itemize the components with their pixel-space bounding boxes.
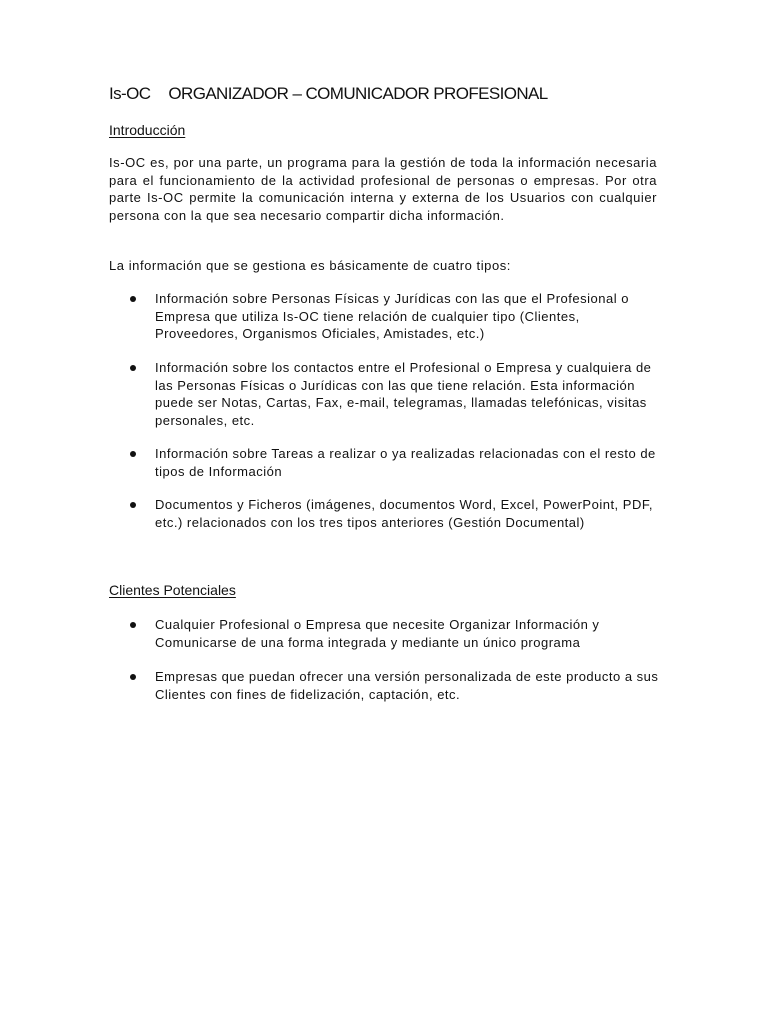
list-item-text: Información sobre los contactos entre el Profesional o Empresa y cualquiera de las Personas Físicas o Jurídicas con las que tiene relación. Esta información puede ser Notas, Cartas, Fax, e-mail, telegramas, llamadas telefónicas, visitas personales, etc. — [155, 360, 652, 428]
bullet-icon — [130, 296, 136, 302]
bullet-icon — [130, 674, 136, 680]
info-types-lead: La información que se gestiona es básicamente de cuatro tipos: — [109, 258, 511, 273]
clients-heading: Clientes Potenciales — [109, 582, 236, 598]
list-item — [155, 496, 660, 531]
list-item — [155, 445, 660, 480]
list-item — [155, 668, 660, 703]
bullet-icon — [130, 365, 136, 371]
title-code: Is-OC — [109, 84, 151, 103]
bullet-icon — [130, 502, 136, 508]
list-item — [155, 359, 660, 429]
list-item-text: Documentos y Ficheros (imágenes, documentos Word, Excel, PowerPoint, PDF, etc.) relacionados con los tres tipos anteriores (Gestión Documental) — [155, 497, 653, 530]
intro-paragraph: Is-OC es, por una parte, un programa para la gestión de toda la información necesaria para el funcionamiento de la actividad profesional de personas o empresas. Por otra parte Is-OC permite la comunicación interna y externa de los Usuarios con cualquier persona con la que sea necesario compartir dicha información. — [109, 155, 657, 223]
title-text: ORGANIZADOR – COMUNICADOR PROFESIONAL — [168, 84, 548, 103]
bullet-icon — [130, 451, 136, 457]
list-item-text: Información sobre Tareas a realizar o ya realizadas relacionadas con el resto de tipos de Información — [155, 446, 656, 479]
intro-heading: Introducción — [109, 122, 186, 138]
list-item — [155, 616, 660, 651]
bullet-icon — [130, 622, 136, 628]
list-item-text: Empresas que puedan ofrecer una versión personalizada de este producto a sus Clientes con fines de fidelización, captación, etc. — [155, 669, 659, 702]
list-item — [155, 290, 660, 343]
list-item-text: Información sobre Personas Físicas y Jurídicas con las que el Profesional o Empresa que utiliza Is-OC tiene relación de cualquier tipo (Clientes, Proveedores, Organismos Oficiales, Amistades, etc.) — [155, 291, 629, 341]
list-item-text: Cualquier Profesional o Empresa que necesite Organizar Información y Comunicarse de una forma integrada y mediante un único programa — [155, 617, 600, 650]
document-title — [109, 84, 548, 104]
